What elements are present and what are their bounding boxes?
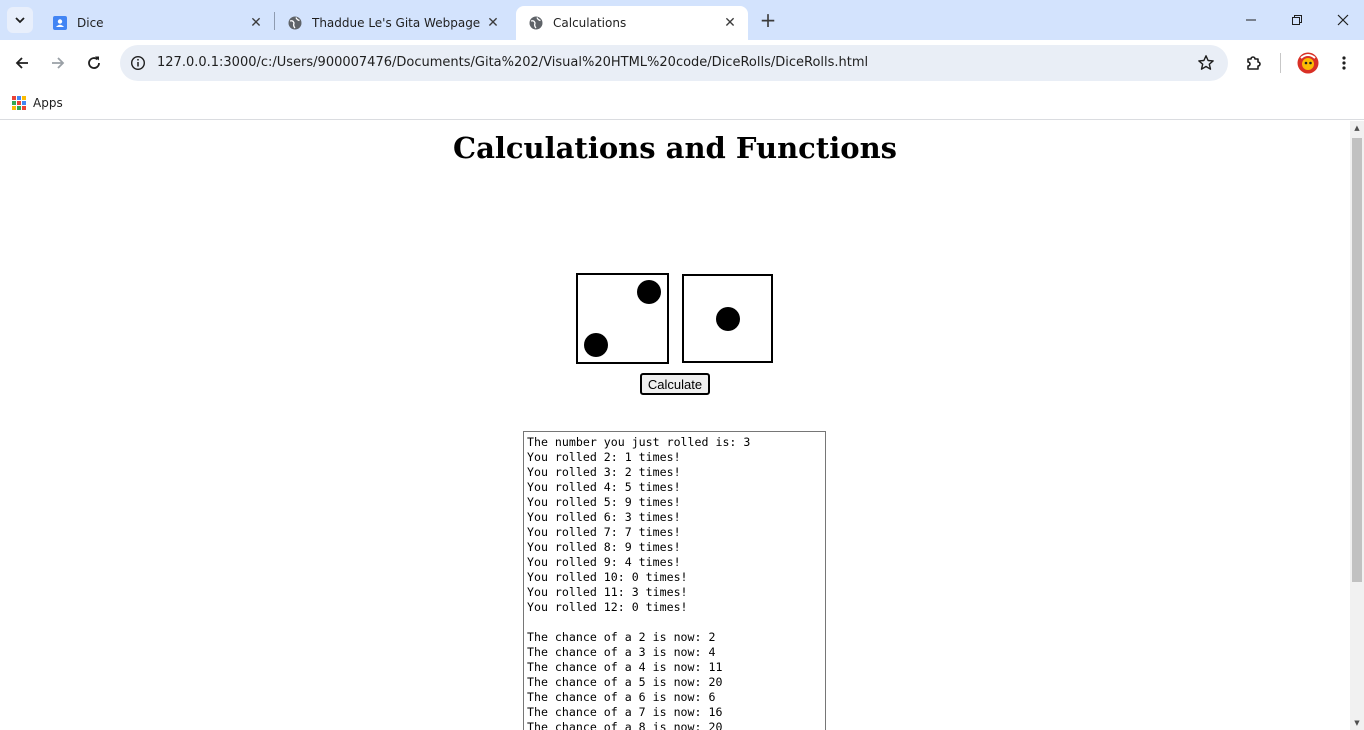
output-line: The chance of a 4 is now: 11 <box>527 660 723 674</box>
output-line: You rolled 5: 9 times! <box>527 495 681 509</box>
more-vertical-icon <box>1336 55 1352 71</box>
page-viewport <box>0 121 1350 730</box>
extensions-button[interactable] <box>1242 51 1266 75</box>
scroll-up-arrow-icon[interactable]: ▲ <box>1354 124 1360 132</box>
output-line: The chance of a 6 is now: 6 <box>527 690 716 704</box>
output-line: The chance of a 7 is now: 16 <box>527 705 723 719</box>
scrollbar-thumb[interactable] <box>1352 138 1362 582</box>
page-scrollbar[interactable] <box>1350 121 1364 730</box>
close-icon[interactable]: ✕ <box>724 15 736 31</box>
output-line: The chance of a 3 is now: 4 <box>527 645 716 659</box>
output-line: You rolled 2: 1 times! <box>527 450 681 464</box>
die-right <box>682 274 773 363</box>
tab-calculations[interactable] <box>516 6 748 40</box>
close-icon <box>1337 14 1349 26</box>
output-line: The number you just rolled is: 3 <box>527 435 751 449</box>
tab-search-button[interactable] <box>7 7 33 33</box>
output-line: You rolled 8: 9 times! <box>527 540 681 554</box>
scroll-down-arrow-icon[interactable]: ▼ <box>1354 719 1360 727</box>
output-line <box>527 615 822 630</box>
minimize-icon <box>1245 14 1257 26</box>
address-bar[interactable] <box>120 45 1228 81</box>
avatar-icon <box>1297 52 1319 74</box>
close-icon[interactable]: ✕ <box>250 15 262 31</box>
output-line: You rolled 12: 0 times! <box>527 600 688 614</box>
reload-icon <box>86 55 102 71</box>
chevron-down-icon <box>14 14 26 26</box>
die-pip <box>584 333 608 357</box>
profile-avatar[interactable] <box>1296 51 1320 75</box>
plus-icon: + <box>759 8 777 32</box>
tab-title: Thaddue Le's Gita Webpage <box>312 16 481 30</box>
calculate-button[interactable]: Calculate <box>640 373 710 395</box>
output-line: You rolled 11: 3 times! <box>527 585 688 599</box>
minimize-button[interactable] <box>1228 0 1274 40</box>
globe-icon <box>287 15 303 31</box>
tab-strip <box>0 0 1364 40</box>
globe-icon <box>528 15 544 31</box>
die-pip <box>716 307 740 331</box>
site-info-icon[interactable] <box>128 53 148 73</box>
close-window-button[interactable] <box>1320 0 1364 40</box>
die-pip <box>637 280 661 304</box>
tab-title: Dice <box>77 16 104 30</box>
browser-toolbar <box>0 40 1364 86</box>
output-line: You rolled 3: 2 times! <box>527 465 681 479</box>
new-tab-button[interactable] <box>756 8 780 32</box>
output-line: You rolled 10: 0 times! <box>527 570 688 584</box>
bookmarks-bar <box>0 86 1364 120</box>
browser-menu-button[interactable] <box>1332 51 1356 75</box>
tab-dice[interactable] <box>40 6 274 40</box>
restore-icon <box>1291 14 1303 26</box>
tab-title: Calculations <box>553 16 627 30</box>
apps-grid-icon <box>12 96 26 110</box>
output-line: The chance of a 5 is now: 20 <box>527 675 723 689</box>
output-line: You rolled 4: 5 times! <box>527 480 681 494</box>
google-sites-icon <box>52 15 68 31</box>
url-text[interactable]: 127.0.0.1:3000/c:/Users/900007476/Documents/Gita%202/Visual%20HTML%20code/DiceRolls/DiceRolls.html <box>157 55 869 70</box>
arrow-right-icon <box>50 55 66 71</box>
bookmark-star-icon[interactable] <box>1196 53 1216 73</box>
toolbar-divider <box>1280 53 1281 73</box>
output-line: The chance of a 8 is now: 20 <box>527 720 723 730</box>
output-line: You rolled 7: 7 times! <box>527 525 681 539</box>
puzzle-icon <box>1244 53 1264 73</box>
die-left <box>576 273 669 364</box>
back-button[interactable] <box>8 49 36 77</box>
output-line: The chance of a 2 is now: 2 <box>527 630 716 644</box>
output-line: You rolled 6: 3 times! <box>527 510 681 524</box>
output-line: You rolled 9: 4 times! <box>527 555 681 569</box>
restore-button[interactable] <box>1274 0 1320 40</box>
arrow-left-icon <box>14 55 30 71</box>
bookmark-apps[interactable] <box>12 93 63 113</box>
page-title: Calculations and Functions <box>452 131 898 165</box>
bookmark-label: Apps <box>33 96 63 110</box>
forward-button[interactable] <box>44 49 72 77</box>
results-textarea[interactable] <box>523 431 826 730</box>
close-icon[interactable]: ✕ <box>487 15 499 31</box>
reload-button[interactable] <box>80 49 108 77</box>
tab-gita-webpage[interactable] <box>275 6 511 40</box>
